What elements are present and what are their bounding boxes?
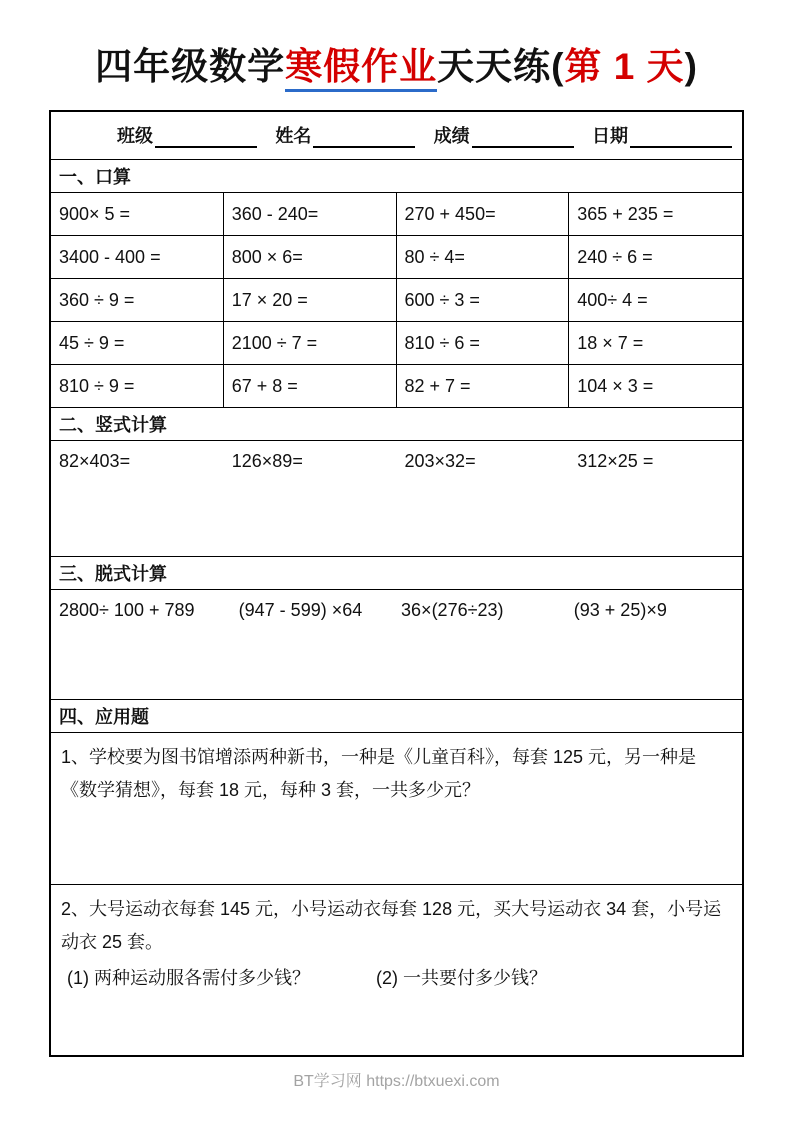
title-daily-part: 天天练( [437, 46, 565, 87]
offform-problem: 36×(276÷23) [401, 600, 504, 620]
oral-row-5 [51, 365, 742, 408]
section-header-oral [51, 160, 742, 193]
oral-problem: 360 ÷ 9 = [51, 279, 224, 321]
oral-row-4 [51, 322, 742, 365]
score-field [434, 124, 574, 148]
vertical-problem: 312×25 = [577, 451, 654, 471]
oral-problem: 365 + 235 = [577, 203, 674, 224]
date-field [592, 124, 732, 148]
oral-problem: 80 ÷ 4= [397, 236, 570, 278]
oral-problem: 810 ÷ 6 = [397, 322, 570, 364]
title-close-paren: ) [684, 46, 698, 87]
oral-problem: 360 - 240= [224, 193, 397, 235]
section-header-offform [51, 557, 742, 590]
oral-problem: 800 × 6= [224, 236, 397, 278]
score-label: 成绩 [433, 125, 470, 146]
word-problem-1 [51, 733, 742, 885]
offform-problem: (947 - 599) ×64 [238, 600, 363, 620]
name-label: 姓名 [275, 125, 312, 146]
worksheet-table [49, 110, 744, 1057]
oral-problem: 270 + 450= [397, 193, 570, 235]
section-title-oral: 一、口算 [59, 167, 131, 187]
word-problem-1-text: 1、学校要为图书馆增添两种新书，一种是《儿童百科》，每套 125 元，另一种是《数学猜想》，每套 18 元，每种 3 套，一共多少元？ [61, 747, 697, 801]
oral-problem: 600 ÷ 3 = [397, 279, 570, 321]
oral-problem: 45 ÷ 9 = [51, 322, 224, 364]
word-problem-2-text: 2、大号运动衣每套 145 元，小号运动衣每套 128 元，买大号运动衣 34 套，小号运动衣 25 套。 [61, 899, 722, 953]
footer-text: BT学习网 https://btxuexi.com [293, 1073, 500, 1090]
score-blank[interactable] [472, 124, 574, 148]
offform-problem: (93 + 25)×9 [573, 600, 667, 620]
oral-problem: 82 + 7 = [397, 365, 570, 407]
section-title-vertical: 二、竖式计算 [59, 415, 167, 435]
name-field [275, 124, 415, 148]
oral-problem: 17 × 20 = [224, 279, 397, 321]
oral-row-1 [51, 193, 742, 236]
oral-problem: 67 + 8 = [224, 365, 397, 407]
footer-watermark [0, 1068, 793, 1091]
oral-row-3 [51, 279, 742, 322]
oral-problem: 810 ÷ 9 = [51, 365, 224, 407]
section-title-offform: 三、脱式计算 [59, 564, 167, 584]
oral-problem: 240 ÷ 6 = [577, 246, 653, 267]
subquestion-1: (1) 两种运动服各需付多少钱？ [67, 967, 310, 988]
vertical-work-area [51, 441, 742, 557]
class-blank[interactable] [155, 124, 257, 148]
word-problem-2 [51, 885, 742, 1055]
vertical-problem: 126×89= [231, 451, 303, 471]
info-row [51, 112, 742, 160]
title-homework-part: 寒假作业 [285, 46, 437, 92]
offform-problem: 2800÷ 100 + 789 [59, 600, 195, 620]
title-grade-part: 四年级数学 [95, 46, 286, 87]
oral-problem: 3400 - 400 = [51, 236, 224, 278]
oral-problem: 400÷ 4 = [577, 289, 648, 310]
vertical-problem: 203×32= [404, 451, 476, 471]
class-field [117, 124, 257, 148]
name-blank[interactable] [313, 124, 415, 148]
vertical-problem: 82×403= [59, 451, 131, 471]
subquestion-2: (2) 一共要付多少钱？ [376, 967, 547, 988]
date-blank[interactable] [630, 124, 732, 148]
oral-problem: 2100 ÷ 7 = [224, 322, 397, 364]
oral-row-2 [51, 236, 742, 279]
section-title-word: 四、应用题 [59, 707, 149, 727]
word-problem-2-subquestions [61, 962, 730, 995]
oral-problem: 900× 5 = [51, 193, 224, 235]
oral-problem: 104 × 3 = [577, 375, 654, 396]
class-label: 班级 [117, 125, 153, 146]
page-title [0, 36, 793, 90]
section-header-word [51, 700, 742, 733]
offform-work-area [51, 590, 742, 700]
oral-problem: 18 × 7 = [577, 332, 644, 353]
date-label: 日期 [591, 125, 628, 146]
title-day-part: 第 1 天 [564, 46, 685, 87]
section-header-vertical [51, 408, 742, 441]
